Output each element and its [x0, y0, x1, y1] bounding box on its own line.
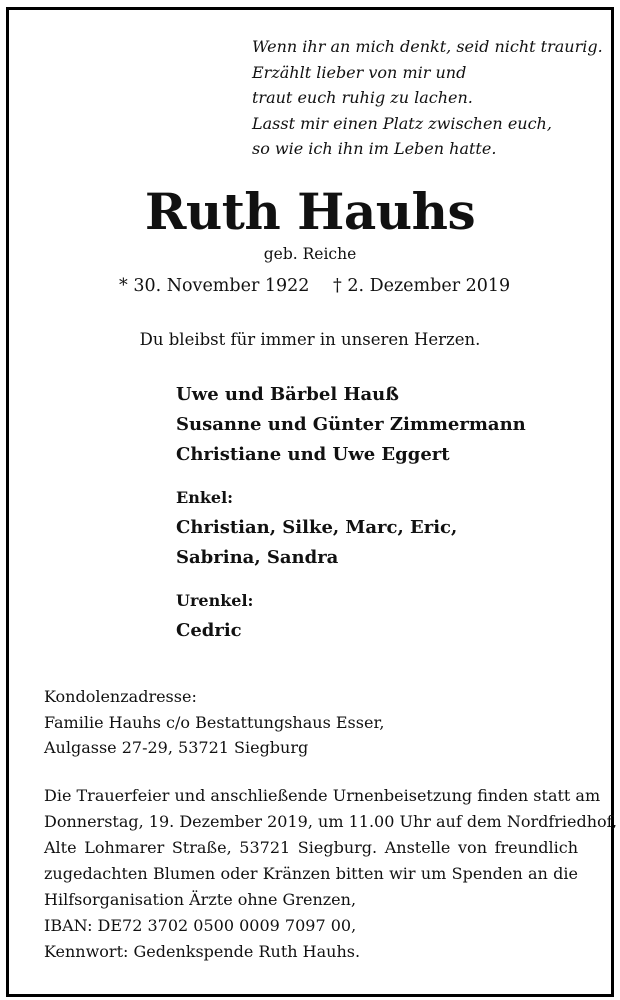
condolence-label: Kondolenzadresse:: [44, 687, 197, 706]
mourner-family: Susanne und Günter Zimmermann: [176, 414, 526, 435]
maiden-name: geb. Reiche: [263, 245, 357, 263]
service-line: IBAN: DE72 3702 0500 0009 7097 00,: [44, 916, 357, 935]
service-line: Hilfsorganisation Ärzte ohne Grenzen,: [44, 890, 357, 909]
great-grandchildren-label: Urenkel:: [176, 591, 254, 610]
grandchildren-names: Sabrina, Sandra: [176, 546, 339, 568]
grandchildren-label: Enkel:: [176, 488, 234, 507]
condolence-line: Familie Hauhs c/o Bestattungshaus Esser,: [44, 712, 385, 732]
service-line: Kennwort: Gedenkspende Ruth Hauhs.: [44, 942, 361, 961]
poem-line: Wenn ihr an mich denkt, seid nicht traurig.: [252, 37, 603, 56]
poem-line: traut euch ruhig zu lachen.: [252, 88, 473, 108]
condolence-line: Aulgasse 27-29, 53721 Siegburg: [44, 738, 309, 757]
grandchildren-names: Christian, Silke, Marc, Eric,: [176, 517, 458, 538]
motto: Du bleibst für immer in unseren Herzen.: [139, 330, 481, 349]
death-date: † 2. Dezember 2019: [333, 276, 511, 296]
poem-line: Erzählt lieber von mir und: [252, 62, 467, 82]
birth-date: * 30. November 1922: [119, 276, 310, 296]
service-line: zugedachten Blumen oder Kränzen bitten wir um Spenden an die: [44, 864, 578, 883]
poem-line: so wie ich ihn im Leben hatte.: [252, 139, 497, 159]
service-line: Die Trauerfeier und anschließende Urnenbeisetzung finden statt am: [44, 786, 601, 805]
mourner-family: Christiane und Uwe Eggert: [176, 444, 450, 465]
service-details: [44, 783, 618, 965]
condolence-address: [44, 684, 384, 761]
mourners-block: [176, 380, 526, 646]
great-grandchildren-names: Cedric: [176, 620, 242, 641]
poem: [252, 34, 603, 162]
service-line: Alte Lohmarer Straße, 53721 Siegburg. Anstelle von freundlich: [44, 838, 578, 857]
poem-line: Lasst mir einen Platz zwischen euch,: [252, 113, 552, 133]
service-line: Donnerstag, 19. Dezember 2019, um 11.00 Uhr auf dem Nordfriedhof,: [44, 812, 618, 831]
deceased-name: Ruth Hauhs: [144, 182, 476, 241]
mourner-family: Uwe und Bärbel Hauß: [176, 384, 399, 405]
